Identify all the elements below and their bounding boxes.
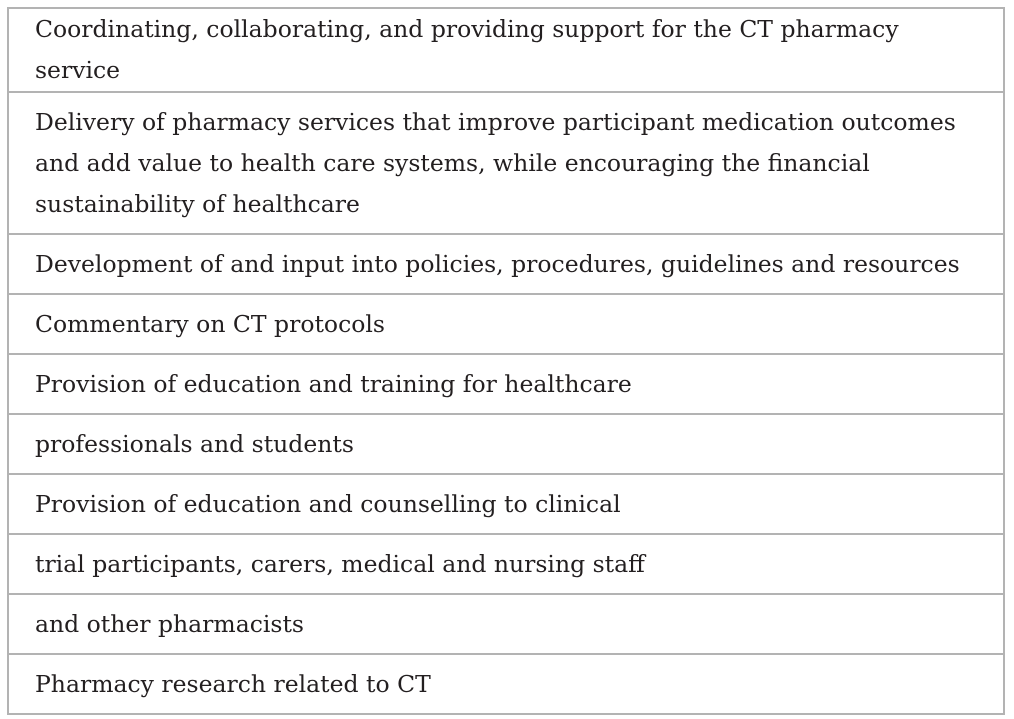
roles-table bbox=[7, 7, 1005, 715]
table-cell: Pharmacy research related to CT bbox=[8, 654, 1004, 714]
table-row bbox=[8, 92, 1004, 234]
table-cell: Delivery of pharmacy services that improve participant medication outcomes and add value to health care systems, while encouraging the financial sustainability of healthcare bbox=[8, 92, 1004, 234]
table-cell: Provision of education and training for healthcare bbox=[8, 354, 1004, 414]
table-cell: Provision of education and counselling to clinical bbox=[8, 474, 1004, 534]
table-cell: Development of and input into policies, procedures, guidelines and resources bbox=[8, 234, 1004, 294]
table-cell: trial participants, carers, medical and nursing staff bbox=[8, 534, 1004, 594]
table-row bbox=[8, 474, 1004, 534]
table-row bbox=[8, 8, 1004, 92]
table-row bbox=[8, 354, 1004, 414]
roles-table-container bbox=[7, 7, 1005, 715]
table-row bbox=[8, 654, 1004, 714]
table-row bbox=[8, 414, 1004, 474]
table-row bbox=[8, 534, 1004, 594]
table-row bbox=[8, 294, 1004, 354]
table-cell: professionals and students bbox=[8, 414, 1004, 474]
table-cell: and other pharmacists bbox=[8, 594, 1004, 654]
table-cell: Commentary on CT protocols bbox=[8, 294, 1004, 354]
table-cell: Coordinating, collaborating, and providing support for the CT pharmacy service bbox=[8, 8, 1004, 92]
table-row bbox=[8, 594, 1004, 654]
table-row bbox=[8, 234, 1004, 294]
